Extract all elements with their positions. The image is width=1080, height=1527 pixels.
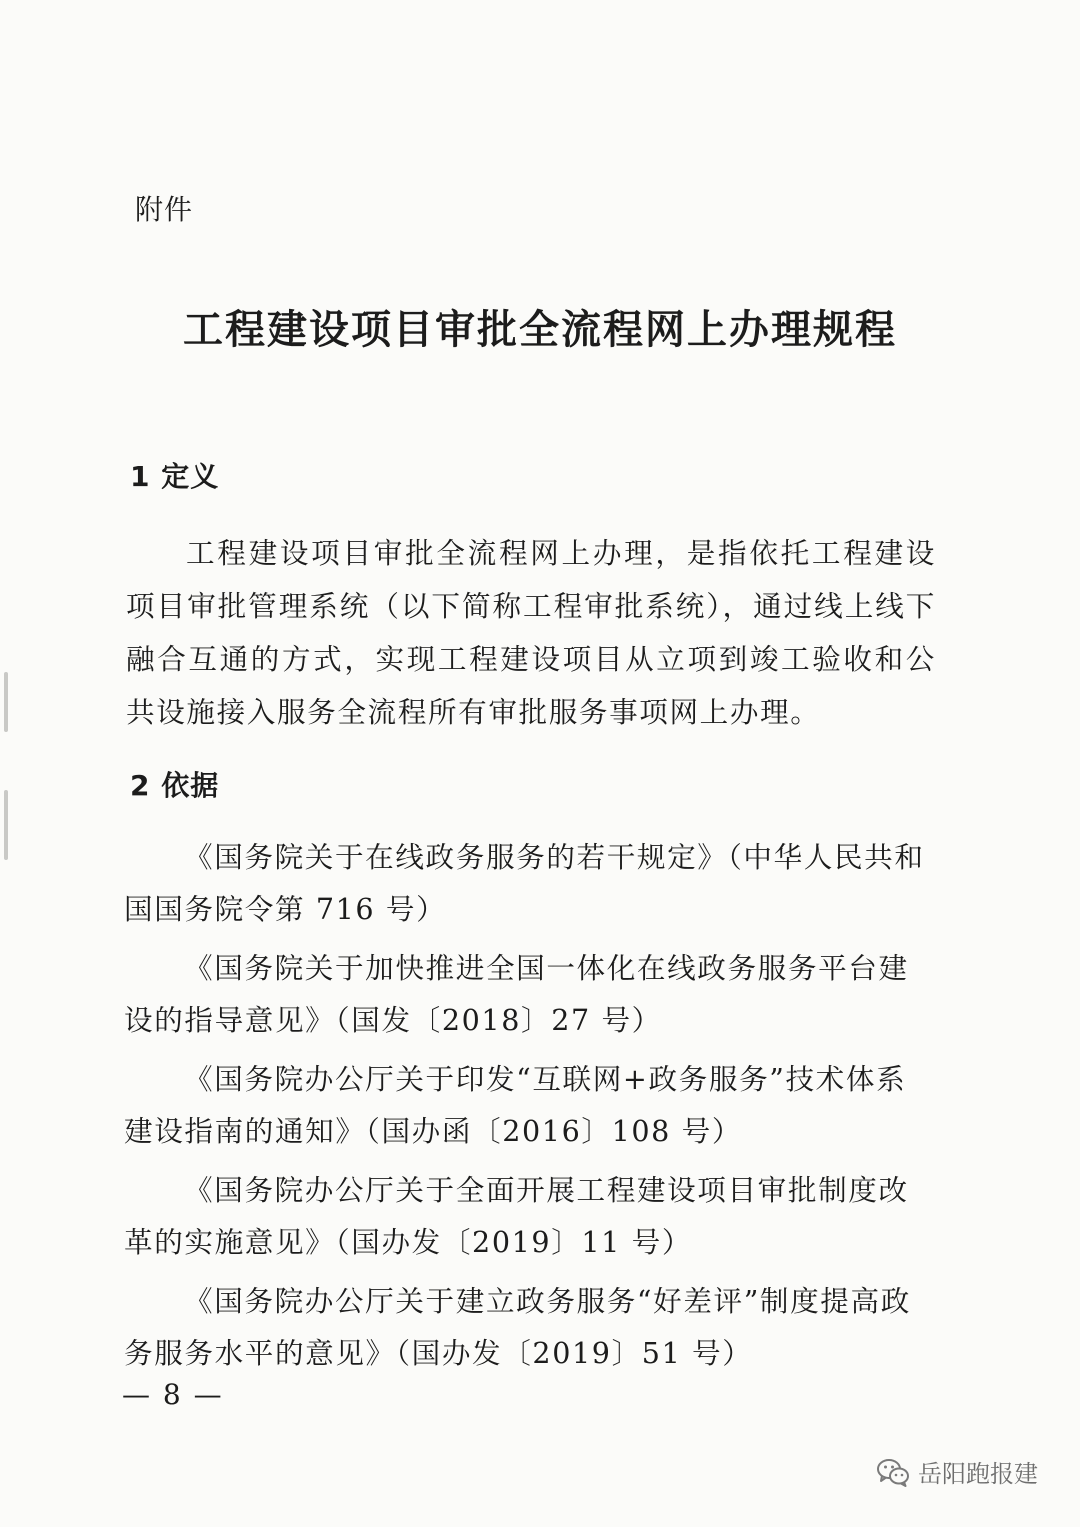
- basis-list: [124, 831, 936, 1386]
- basis-item: 《国务院办公厅关于印发“互联网+政务服务”技术体系建设指南的通知》（国办函〔2016〕108 号）: [124, 1062, 907, 1148]
- watermark: [876, 1454, 1038, 1489]
- wechat-icon: [876, 1457, 910, 1487]
- basis-item: 《国务院关于加快推进全国一体化在线政务服务平台建设的指导意见》（国发〔2018〕27 号）: [124, 951, 909, 1037]
- basis-item: 《国务院办公厅关于建立政务服务“好差评”制度提高政务服务水平的意见》（国办发〔2019〕51 号）: [124, 1284, 911, 1370]
- section-heading-definition: 1 定义: [130, 460, 220, 493]
- scan-edge-mark: [4, 672, 8, 732]
- section-heading-basis: 2 依据: [130, 769, 220, 802]
- basis-item: 《国务院办公厅关于全面开展工程建设项目审批制度改革的实施意见》（国办发〔2019〕11 号）: [124, 1173, 909, 1259]
- definition-paragraph: 工程建设项目审批全流程网上办理，是指依托工程建设项目审批管理系统（以下简称工程审批系统），通过线上线下融合互通的方式，实现工程建设项目从立项到竣工验收和公共设施接入服务全流程所有审批服务事项网上办理。: [126, 536, 936, 729]
- document-title: 工程建设项目审批全流程网上办理规程: [183, 306, 897, 353]
- attachment-label: 附件: [135, 193, 194, 226]
- scan-edge-mark: [4, 790, 8, 860]
- watermark-text: 岳阳跑报建: [918, 1460, 1038, 1488]
- basis-item: 《国务院关于在线政务服务的若干规定》（中华人民共和国国务院令第 716 号）: [124, 840, 925, 926]
- page-number: — 8 —: [122, 1378, 224, 1411]
